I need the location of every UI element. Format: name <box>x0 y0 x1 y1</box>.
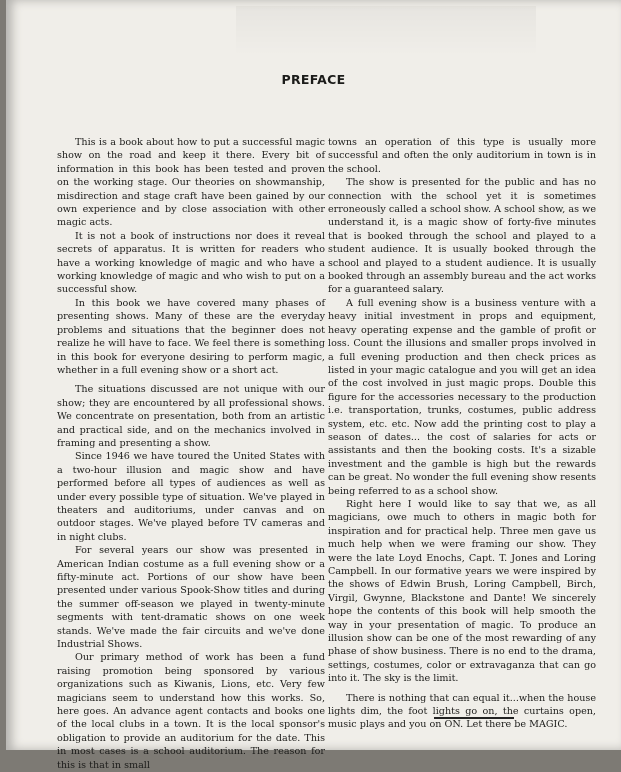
page-title: PREFACE <box>281 72 346 87</box>
paragraph: The show is presented for the public and has no connection with the school yet it is sometimes erroneously called a school show. A school show, as we understand it, is a magic show of forty-five minutes that is booked through the school and played to a student audience. It is usually booked through the school and played to a student audience. It is usually booked through an assembly bureau and the act works for a guaranteed salary. <box>328 177 596 296</box>
right-column <box>328 136 596 732</box>
left-column <box>57 136 325 772</box>
paragraph: A full evening show is a business venture with a heavy initial investment in props and equipment, heavy operating expense and the gamble of profit or loss. Count the illusions and smaller props involved in a full evening production and then check prices as listed in your magic catalogue and you will get an idea of the cost involved in just magic props. Double this figure for the accessories necessary to the production i.e. transportation, trunks, costumes, public address system, etc. etc. Now add the printing cost to play a season of dates... the cost of salaries for acts or assistants and then the booking costs. It's a sizable investment and the gamble is high but the rewards can be great. No wonder the full evening show resents being referred to as a school show. <box>328 297 596 497</box>
closing-rule <box>434 717 514 719</box>
paragraph: For several years our show was presented in American Indian costume as a full evening show or a fifty-minute act. Portions of our show have been presented under various Spook-Show titles and during the summer off-season we played in twenty-minute segments with tent-dramatic shows on one week stands. We've made the fair circuits and we've done Industrial Shows. <box>57 545 325 651</box>
paragraph: This is a book about how to put a successful magic show on the road and keep it there. Every bit of information in this book has been tested and proven on the working stage. Our theories on showmanship, misdirection and stage craft have been gained by our own experience and by close association with other magic acts. <box>57 137 325 229</box>
book-page <box>6 0 621 771</box>
paragraph: Our primary method of work has been a fund raising promotion being sponsored by various organizations such as Kiwanis, Lions, etc. Very few magicians seem to understand how this works. So, here goes. An advance agent contacts and books one of the local clubs in a town. It is the local sponsor's obligation to provide an auditorium for the date. This in most cases is a school auditorium. The reason for this is that in small <box>57 652 325 771</box>
show-through-text <box>236 6 536 56</box>
paragraph: In this book we have covered many phases of presenting shows. Many of these are the everyday problems and situations that the beginner does not realize he will have to face. We feel there is something in this book for everyone desiring to perform magic, whether in a full evening show or a short act. <box>57 297 325 376</box>
paragraph: Since 1946 we have toured the United States with a two-hour illusion and magic show and have performed before all types of audiences as well as under every possible type of situation. We've played in theaters and auditoriums, under canvas and on outdoor stages. We've played before TV cameras and in night clubs. <box>57 451 325 543</box>
paragraph: The situations discussed are not unique with our show; they are encountered by all professional shows. We concentrate on presentation, both from an artistic and practical side, and on the mechanics involved in framing and presenting a show. <box>57 384 325 449</box>
paragraph: There is nothing that can equal it...when the house lights dim, the foot lights go on, the curtains open, music plays and you on ON. Let there be MAGIC. <box>328 692 596 731</box>
paragraph: Right here I would like to say that we, as all magicians, owe much to others in magic both for inspiration and for practical help. Three men gave us much help when we were framing our show. They were the late Loyd Enochs, Capt. T. Jones and Loring Campbell. In our formative years we were inspired by the shows of Edwin Brush, Loring Campbell, Birch, Virgil, Gwynne, Blackstone and Dante! We sincerely hope the contents of this book will help smooth the way in your presentation of magic. To produce an illusion show can be one of the most rewarding of any phase of show business. There is no end to the drama, settings, costumes, color or extravaganza that can go into it. The sky is the limit. <box>328 498 596 685</box>
paragraph: towns an operation of this type is usually more successful and often the only auditorium in town is in the school. <box>328 137 596 175</box>
paragraph: It is not a book of instructions nor does it reveal secrets of apparatus. It is written for readers who have a working knowledge of magic and who have a working knowledge of magic and who wish to put on a successful show. <box>57 230 325 296</box>
